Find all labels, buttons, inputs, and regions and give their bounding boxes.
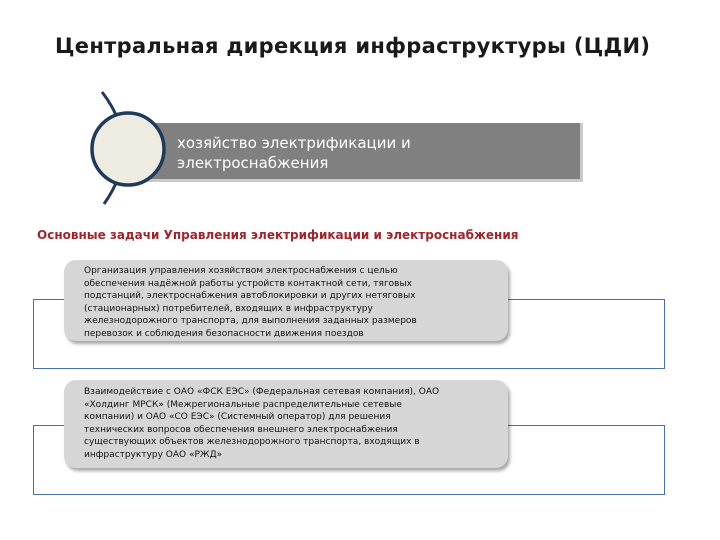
slide-title: Центральная дирекция инфраструктуры (ЦДИ) — [55, 34, 651, 58]
task-card-1 — [64, 260, 508, 341]
banner-text: хозяйство электрификации и электроснабжения — [177, 134, 411, 172]
task-card-2 — [64, 380, 508, 468]
section-subtitle: Основные задачи Управления электрификации и электроснабжения — [37, 228, 519, 242]
task-text-1: Организация управления хозяйством электроснабжения с целью обеспечения надёжной работы устройств контактной сети, тяговых подстанций, электроснабжения автоблокировки и других нетяговых (стационарных) потребителей, входящих в инфраструктуру железнодорожного транспорта, для выполнения заданных размеров перевозок и соблюдения безопасности движения поездов — [84, 266, 417, 339]
task-text-2: Взаимодействие с ОАО «ФСК ЕЭС» (Федеральная сетевая компания), ОАО «Холдинг МРСК» (Межрегиональные распределительные сетевые компании) и ОАО «СО ЕЭС» (Системный оператор) для решения технических вопросов обеспечения внешнего электроснабжения существующих объектов железнодорожного транспорта, входящих в инфраструктуру ОАО «РЖД» — [84, 387, 440, 460]
decorative-circle-icon — [88, 88, 178, 208]
